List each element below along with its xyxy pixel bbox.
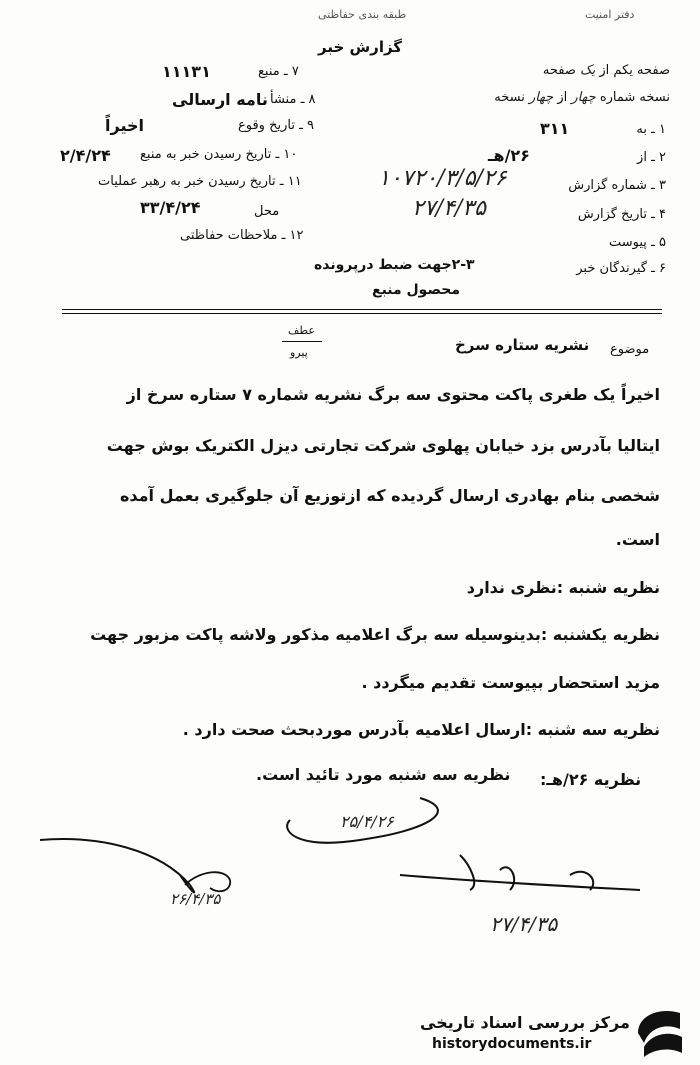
reference-divider (282, 341, 322, 342)
opinion-saturday: نظریه شنبه :نظری ندارد (466, 578, 660, 597)
occurrence-date-value: اخیراً (105, 116, 144, 135)
location-label: محل (254, 204, 280, 219)
field-attachment-label: ۵ ـ پیوست (609, 235, 666, 250)
copy-mid: از (557, 90, 568, 105)
field-to-value: ۳۱۱ (540, 119, 570, 138)
field-report-date-value: ۲۷/۴/۳۵ (412, 196, 486, 221)
body-line-3: شخصی بنام بهادری ارسال گردیده که ازتوزیع آن جلوگیری بعمل آمده (119, 486, 660, 505)
opinion-tuesday-approved: نظریه سه شنبه مورد تائید است. (256, 765, 511, 784)
follow-up-label: پیرو (290, 346, 308, 359)
origin-value: نامه ارسالی (172, 90, 268, 109)
copy-handwritten-2: چهار (528, 90, 554, 105)
source-label: ۷ ـ منبع (258, 64, 299, 79)
origin-label: ۸ ـ منشأ (270, 92, 316, 107)
occurrence-date-label: ۹ ـ تاریخ وقوع (238, 118, 315, 133)
field-report-number-label: ۳ ـ شماره گزارش (568, 178, 666, 193)
field-from-label: ۲ ـ از (637, 150, 666, 165)
source-receipt-date-value: ۲/۴/۲۴ (60, 146, 111, 165)
center-signature-date: ۲۵/۴/۲۶ (340, 812, 394, 831)
right-signature-date: ۲۷/۴/۳۵ (490, 912, 558, 936)
page-word: صفحه (542, 63, 576, 78)
opinion-sunday-cont: مزید استحضار بپیوست تقدیم میگردد . (361, 673, 660, 692)
watermark-logo-icon (630, 1003, 690, 1058)
field-recipients-label: ۶ ـ گیرندگان خبر (576, 261, 666, 276)
field-to-label: ۱ ـ به (636, 122, 666, 137)
left-signature-stroke (40, 839, 194, 892)
body-line-2: ایتالیا بآدرس بزد خیابان پهلوی شرکت تجارتی دیزل الکتریک بوش جهت (106, 436, 660, 455)
subject-label: موضوع (610, 342, 650, 357)
watermark-name: مرکز بررسی اسناد تاریخی (420, 1013, 630, 1032)
copy-label: نسخه شماره (599, 90, 670, 105)
right-signature-line (400, 875, 640, 890)
left-signature-date: ۲۶/۴/۳۵ (170, 890, 221, 908)
body-line-4: است. (615, 530, 660, 549)
security-notes-label: ۱۲ ـ ملاحظات حفاظتی (180, 228, 304, 243)
copy-word: نسخه (494, 90, 525, 105)
opinion-tuesday: نظریه سه شنبه :ارسال اعلامیه بآدرس موردبحث صحت دارد . (182, 720, 660, 739)
opinion-sunday: نظریه یکشنبه :بدینوسیله سه برگ اعلامیه مذکور ولاشه پاکت مزبور جهت (90, 625, 660, 644)
field-report-date-label: ۴ ـ تاریخ گزارش (577, 207, 666, 222)
page-handwritten: یک (580, 63, 596, 78)
page-number-row (543, 63, 670, 78)
field-recipients-value: ۲-۳جهت ضبط درپرونده (314, 257, 475, 273)
reference-label: عطف (288, 324, 315, 337)
header-faint-right: دفتر امنیت (585, 8, 635, 21)
field-recipients-extra: محصول منبع (372, 282, 461, 298)
copy-number-row (494, 90, 670, 105)
body-line-1: اخیراً یک طغری پاکت محتوی سه برگ نشریه شماره ۷ ستاره سرخ از (126, 385, 660, 404)
classification-label: طبقه بندی حفاظتی (318, 8, 407, 21)
source-receipt-date-label: ۱۰ ـ تاریخ رسیدن خبر به منبع (140, 147, 298, 162)
final-opinion-label: نظریه ۲۶/هـ: (540, 770, 642, 789)
subject-value: نشریه ستاره سرخ (455, 336, 590, 354)
page-label: صفحه یکم از (599, 63, 670, 78)
location-date-value: ۳۳/۴/۲۴ (140, 198, 201, 217)
source-value: ۱۱۱۳۱ (162, 62, 211, 81)
divider-line-top (62, 309, 662, 310)
copy-handwritten-1: چهار (571, 90, 596, 105)
watermark-url: historydocuments.ir (432, 1036, 592, 1052)
operations-receipt-date-label: ۱۱ ـ تاریخ رسیدن خبر به رهبر عملیات (98, 174, 302, 189)
divider-line-bottom (62, 313, 662, 314)
field-report-number-value: ۱۰۷۲۰/۳/۵/۲۶ (378, 166, 507, 191)
report-title: گزارش خبر (318, 38, 403, 56)
field-from-value: ۲۶/هـ (488, 146, 530, 165)
